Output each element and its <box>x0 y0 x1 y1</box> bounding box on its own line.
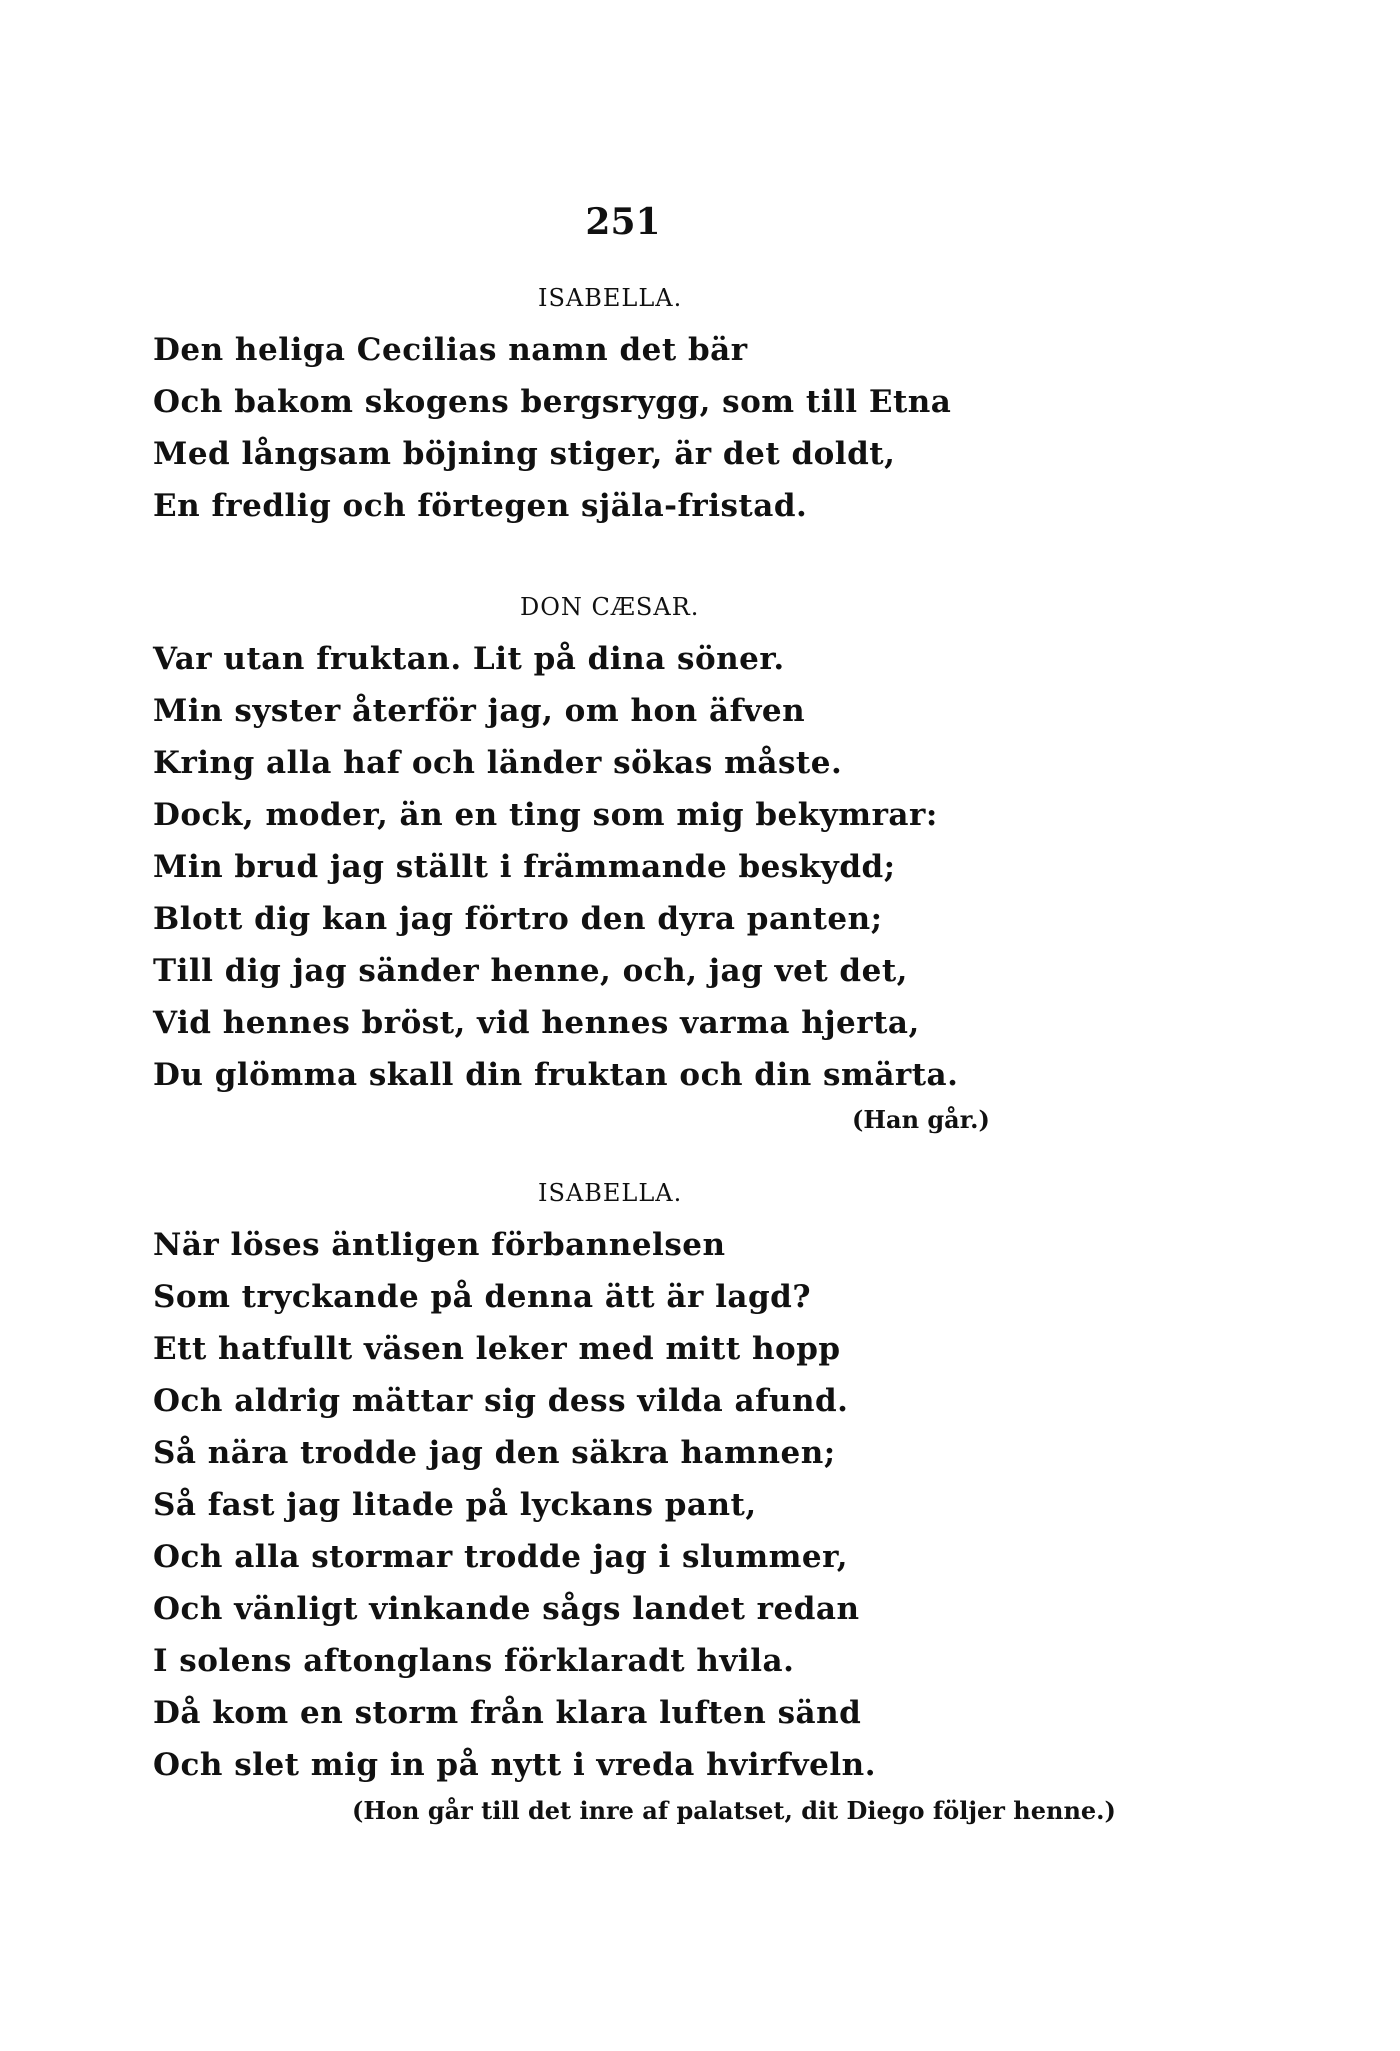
verse-line: När löses äntligen förbannelsen <box>153 1227 726 1263</box>
page-number: 251 <box>585 201 661 243</box>
verse-line: Ett hatfullt väsen leker med mitt hopp <box>153 1331 841 1367</box>
verse-line: Och bakom skogens bergsrygg, som till Etna <box>153 384 952 420</box>
verse-line: Min brud jag ställt i främmande beskydd; <box>153 849 896 885</box>
stage-direction-1: (Han går.) <box>852 1105 990 1134</box>
verse-line: Då kom en storm från klara luften sänd <box>153 1695 862 1731</box>
verse-line: Som tryckande på denna ätt är lagd? <box>153 1279 812 1315</box>
verse-block-1 <box>153 324 951 532</box>
verse-line: Och alla stormar trodde jag i slummer, <box>153 1539 849 1575</box>
verse-line: Och slet mig in på nytt i vreda hvirfveln. <box>153 1747 876 1783</box>
verse-line: Vid hennes bröst, vid hennes varma hjerta, <box>153 1005 920 1041</box>
verse-line: Dock, moder, än en ting som mig bekymrar: <box>153 797 938 833</box>
verse-line: Så fast jag litade på lyckans pant, <box>153 1487 757 1523</box>
stage-direction-2: (Hon går till det inre af palatset, dit Diego följer henne.) <box>352 1796 1116 1825</box>
verse-line: En fredlig och förtegen själa-fristad. <box>153 488 808 524</box>
verse-line: Med långsam böjning stiger, är det doldt, <box>153 436 896 472</box>
verse-line: Och vänligt vinkande sågs landet redan <box>153 1591 860 1627</box>
verse-line: Den heliga Cecilias namn det bär <box>153 332 748 368</box>
verse-line: Och aldrig mättar sig dess vilda afund. <box>153 1383 849 1419</box>
verse-line: Blott dig kan jag förtro den dyra panten; <box>153 901 883 937</box>
verse-block-2 <box>153 633 958 1101</box>
verse-line: Så nära trodde jag den säkra hamnen; <box>153 1435 836 1471</box>
verse-line: Till dig jag sänder henne, och, jag vet det, <box>153 953 908 989</box>
speaker-don-caesar: DON CÆSAR. <box>520 593 700 621</box>
verse-line: Min syster återför jag, om hon äfven <box>153 693 806 729</box>
speaker-isabella-2: ISABELLA. <box>538 1179 683 1207</box>
verse-line: Du glömma skall din fruktan och din smärta. <box>153 1057 959 1093</box>
speaker-isabella-1: ISABELLA. <box>538 284 683 312</box>
verse-line: I solens aftonglans förklaradt hvila. <box>153 1643 795 1679</box>
verse-line: Kring alla haf och länder sökas måste. <box>153 745 843 781</box>
verse-line: Var utan fruktan. Lit på dina söner. <box>153 641 785 677</box>
verse-block-3 <box>153 1219 876 1791</box>
